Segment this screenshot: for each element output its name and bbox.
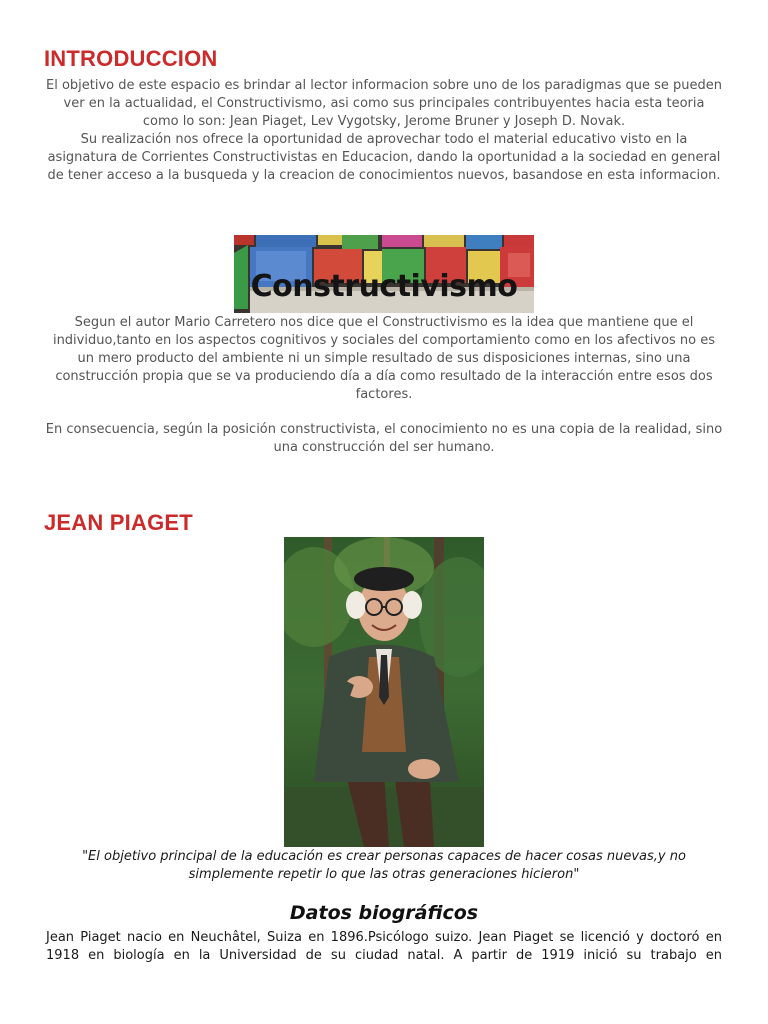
intro-heading: INTRODUCCION [44,46,218,71]
piaget-quote: "El objetivo principal de la educación es crear personas capaces de hacer cosas nuevas,y no simplemente repetir lo que las otras generaciones hicieron" [82,849,686,882]
banner-title: Constructivismo [250,269,518,304]
definition-text [44,314,724,404]
intro-text [44,77,724,185]
definition-paragraph-2: En consecuencia, según la posición constructivista, el conocimiento no es una copia de la realidad, sino una construcción del ser humano. [45,422,723,455]
intro-paragraph-2: Su realización nos ofrece la oportunidad de aprovechar todo el material educativo visto en la asignatura de Corrientes Constructivistas en Educacion, dando la oportunidad a la sociedad en general de tener acceso a la busqueda y la creacion de conocimientos nuevos, basandose en esta informacion. [47,132,721,183]
bio-text: Jean Piaget nacio en Neuchâtel, Suiza en 1896.Psicólogo suizo. Jean Piaget se licenció y doctoró en 1918 en biología en la Universidad de su ciudad natal. A partir de 1919 inició su trabajo en [46,930,722,963]
intro-paragraph-1: El objetivo de este espacio es brindar al lector informacion sobre uno de los paradigmas que se pueden ver en la actualidad, el Constructivismo, asi como sus principales contribuyentes hacia esta teoria como lo son: Jean Piaget, Lev Vygotsky, Jerome Bruner y Joseph D. Novak. [46,78,722,129]
constructivismo-banner [234,235,534,313]
consequence-text [44,421,724,457]
jean-piaget-photo [284,537,484,847]
definition-paragraph-1: Segun el autor Mario Carretero nos dice que el Constructivismo es la idea que mantiene que el individuo,tanto en los aspectos cognitivos y sociales del comportamiento como en los afectivos no es un mero producto del ambiente ni un simple resultado de sus disposiciones internas, sino una construcción propia que se va produciendo día a día como resultado de la interacción entre esos dos factores. [52,315,716,402]
bio-heading: Datos biográficos [289,902,479,924]
piaget-heading: JEAN PIAGET [44,510,193,535]
